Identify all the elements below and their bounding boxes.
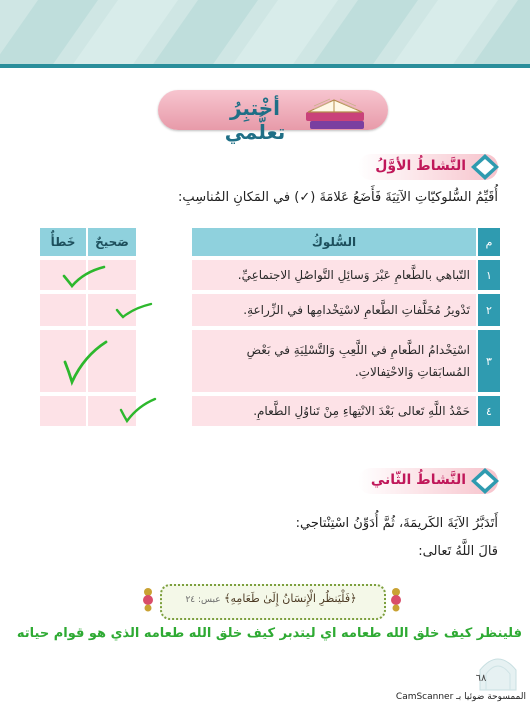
header-wrong: خَطأٌ: [40, 228, 86, 256]
lantern-icon: [474, 652, 522, 692]
diamond-bullet-icon: [470, 153, 500, 181]
activity-two-label: النَّشاطُ الثّاني: [370, 472, 466, 488]
header-num: م: [478, 228, 500, 256]
header-behavior: السُّلوكُ: [192, 228, 476, 256]
student-answer[interactable]: فلينظر كيف خلق الله طعامه اي ليتدبر كيف خلق الله طعامه الذي هو قوام حياته: [16, 626, 522, 641]
verse: ﴿فَلْيَنظُرِ الْإِنسَانُ إِلَىٰ طَعَامِهِ﴾: [224, 592, 357, 605]
row-behavior: تَدْويرُ مُخَلَّفاتِ الطَّعامِ لاسْتِخْدامِها في الزِّراعةِ.: [192, 294, 476, 326]
banner-line: [0, 64, 530, 68]
diamond-bullet-icon: [470, 467, 500, 495]
page-title: أخْتبِرُ تعلُّمي: [224, 96, 286, 144]
row-number: ٣: [478, 330, 500, 392]
verse-reference: عبس: ٢٤: [185, 595, 221, 605]
table-row: [40, 396, 500, 426]
header-correct: صَحيحٌ: [88, 228, 136, 256]
row-behavior: التّباهي بالطَّعامِ عَبْرَ وَسائِلِ التَّواصُلِ الاجتماعِيِّ.: [192, 260, 476, 290]
row-number: ٤: [478, 396, 500, 426]
table-header-row: [40, 228, 500, 256]
ornament-icon: [140, 586, 156, 612]
activity-two-instruction: أَتَدَبَّرُ الآيَةَ الكَريمَةَ، ثُمَّ أُدَوِّنُ اسْتِنْتاجي:: [295, 516, 498, 531]
row-number: ١: [478, 260, 500, 290]
check-mark-icon: [60, 338, 110, 386]
check-mark-icon: [60, 264, 108, 290]
activity-one-instruction: أُقَيِّمُ السُّلوكيّاتِ الآتِيَةَ فَأَضَعُ عَلامَةَ (✓) في المَكانِ المُناسِبِ:: [178, 190, 498, 205]
ornament-icon: [388, 586, 404, 612]
table-row: [40, 260, 500, 290]
wrong-cell[interactable]: [40, 294, 86, 326]
books-icon: [300, 82, 370, 134]
top-banner: [0, 0, 530, 66]
row-behavior: اسْتِخْدامُ الطَّعامِ في اللَّعِبِ وَالتَّسْلِيَةِ في بَعْضِ المُسابَقاتِ وَالاحْتِفالاتِ.: [192, 330, 476, 392]
verse-text: [168, 592, 374, 605]
wrong-cell[interactable]: [40, 396, 86, 426]
quote-intro: قالَ اللَّهُ تَعالى:: [418, 544, 498, 559]
check-mark-icon: [114, 300, 154, 320]
table-row: [40, 294, 500, 326]
row-number: ٢: [478, 294, 500, 326]
page-number: ٦٨: [475, 673, 487, 684]
check-mark-icon: [118, 396, 158, 424]
scanner-footer: الممسوحة ضوئيا بـ CamScanner: [395, 692, 526, 702]
row-behavior: حَمْدُ اللَّهِ تَعالى بَعْدَ الانْتِهاءِ مِنْ تَناوُلِ الطَّعامِ.: [192, 396, 476, 426]
activity-one-label: النَّشاطُ الأوَّلُ: [375, 158, 466, 174]
